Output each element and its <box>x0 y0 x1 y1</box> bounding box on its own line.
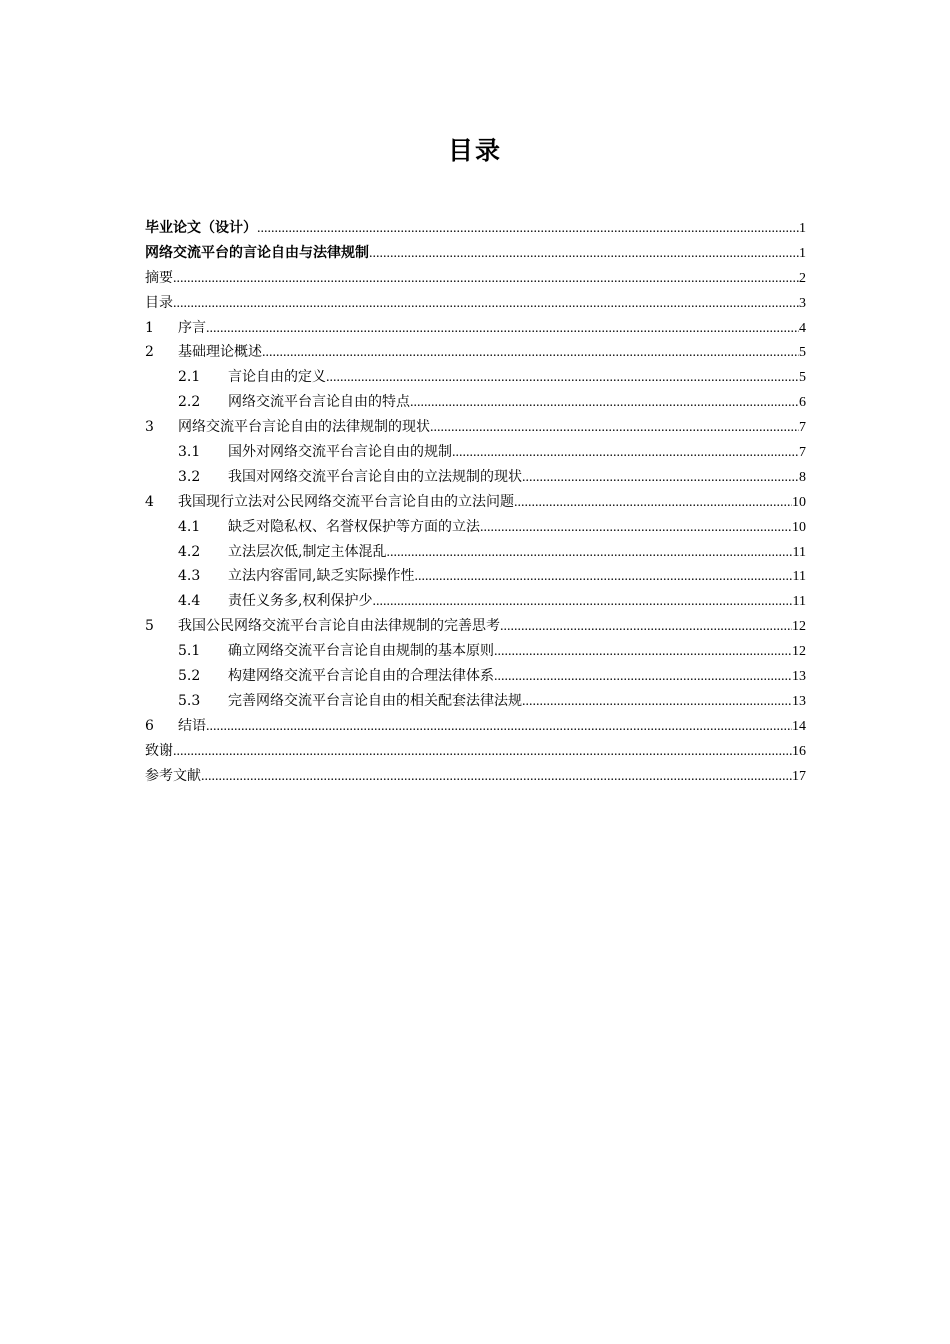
toc-entry-label: 致谢 <box>145 742 173 759</box>
toc-entry-number: 5.2 <box>178 668 201 685</box>
toc-entry-page-number: 13 <box>792 693 806 709</box>
toc-entry[interactable] <box>145 490 806 515</box>
toc-entry[interactable] <box>145 340 806 365</box>
toc-entry-number: 4.3 <box>178 568 201 585</box>
toc-dot-leader <box>206 317 799 342</box>
toc-entry[interactable] <box>145 639 806 664</box>
toc-entry-page-number: 8 <box>799 469 806 485</box>
toc-entry-label: 缺乏对隐私权、名誉权保护等方面的立法 <box>228 518 480 535</box>
toc-entry-label: 责任义务多,权利保护少 <box>228 593 373 610</box>
toc-entry[interactable] <box>145 266 806 291</box>
toc-entry[interactable] <box>145 614 806 639</box>
toc-entry[interactable] <box>145 764 806 789</box>
toc-entry-page-number: 11 <box>792 569 806 585</box>
toc-entry-page-number: 1 <box>799 221 806 236</box>
toc-entry-page-number: 5 <box>799 370 806 386</box>
toc-entry[interactable] <box>145 415 806 440</box>
toc-dot-leader <box>522 466 799 491</box>
toc-entry-label: 网络交流平台言论自由的特点 <box>228 394 410 411</box>
toc-entry-page-number: 17 <box>792 768 806 784</box>
toc-dot-leader <box>262 341 799 366</box>
toc-entry-number: 4.2 <box>178 543 201 560</box>
toc-dot-leader <box>480 516 792 541</box>
toc-entry-page-number: 6 <box>799 395 806 411</box>
toc-entry[interactable] <box>145 465 806 490</box>
toc-dot-leader <box>494 640 792 665</box>
toc-entry-label: 确立网络交流平台言论自由规制的基本原则 <box>228 643 494 660</box>
toc-dot-leader <box>386 541 792 566</box>
toc-dot-leader <box>369 242 799 267</box>
toc-entry-label: 立法内容雷同,缺乏实际操作性 <box>228 568 415 585</box>
toc-entry-number: 4.4 <box>178 593 201 610</box>
toc-entry-label: 参考文献 <box>145 767 201 784</box>
toc-entry-number: 4 <box>145 493 154 510</box>
toc-entry-label: 摘要 <box>145 269 173 286</box>
toc-entry[interactable] <box>145 714 806 739</box>
toc-dot-leader <box>173 292 799 317</box>
toc-dot-leader <box>257 217 799 242</box>
toc-entry-number: 5.1 <box>178 643 201 660</box>
toc-entry[interactable] <box>145 291 806 316</box>
toc-dot-leader <box>452 441 799 466</box>
toc-entry-page-number: 5 <box>799 345 806 361</box>
toc-entry-number: 6 <box>145 717 154 734</box>
toc-entry-number: 3 <box>145 419 154 436</box>
toc-entry[interactable] <box>145 664 806 689</box>
toc-entry-label: 网络交流平台的言论自由与法律规制 <box>145 244 369 261</box>
toc-entry-number: 2.2 <box>178 394 201 411</box>
toc-entry-label: 完善网络交流平台言论自由的相关配套法律法规 <box>228 692 522 709</box>
toc-entry-page-number: 11 <box>792 544 806 560</box>
toc-entry-label: 毕业论文（设计） <box>145 220 257 236</box>
toc-dot-leader <box>500 615 792 640</box>
toc-entry-page-number: 14 <box>792 718 806 734</box>
toc-entry-page-number: 4 <box>799 320 806 336</box>
toc-entry-page-number: 7 <box>799 445 806 461</box>
toc-entry[interactable] <box>145 390 806 415</box>
toc-entry-label: 序言 <box>178 319 206 336</box>
toc-entry-label: 结语 <box>178 717 206 734</box>
toc-entry-page-number: 7 <box>799 420 806 436</box>
toc-dot-leader <box>173 267 799 292</box>
toc-entry-page-number: 3 <box>799 295 806 311</box>
toc-entry-page-number: 10 <box>792 494 806 510</box>
toc-dot-leader <box>414 565 792 590</box>
toc-entry-number: 2 <box>145 344 154 361</box>
toc-entry-label: 网络交流平台言论自由的法律规制的现状 <box>178 419 430 436</box>
toc-entry-page-number: 12 <box>792 619 806 635</box>
toc-entry-label: 我国对网络交流平台言论自由的立法规制的现状 <box>228 468 522 485</box>
toc-entry[interactable] <box>145 515 806 540</box>
toc-entry-page-number: 16 <box>792 743 806 759</box>
toc-entry[interactable] <box>145 216 806 241</box>
toc-dot-leader <box>326 366 799 391</box>
toc-dot-leader <box>514 491 792 516</box>
toc-entry-page-number: 10 <box>792 519 806 535</box>
toc-dot-leader <box>430 416 799 441</box>
toc-entry-label: 言论自由的定义 <box>228 369 326 386</box>
toc-entry-number: 5.3 <box>178 692 201 709</box>
toc-dot-leader <box>494 665 792 690</box>
toc-entry[interactable] <box>145 739 806 764</box>
toc-entry-label: 基础理论概述 <box>178 344 262 361</box>
toc-entry[interactable] <box>145 564 806 589</box>
table-of-contents <box>145 216 806 788</box>
toc-entry-label: 我国公民网络交流平台言论自由法律规制的完善思考 <box>178 618 500 635</box>
toc-entry-number: 2.1 <box>178 369 201 386</box>
toc-entry[interactable] <box>145 540 806 565</box>
toc-dot-leader <box>201 765 792 790</box>
toc-entry-label: 立法层次低,制定主体混乱 <box>228 543 387 560</box>
toc-entry-number: 3.1 <box>178 444 201 461</box>
toc-entry-page-number: 13 <box>792 669 806 685</box>
toc-dot-leader <box>173 740 792 765</box>
toc-entry[interactable] <box>145 241 806 266</box>
toc-entry-page-number: 1 <box>799 245 806 261</box>
toc-entry-number: 3.2 <box>178 468 201 485</box>
toc-entry-label: 构建网络交流平台言论自由的合理法律体系 <box>228 668 494 685</box>
toc-entry[interactable] <box>145 365 806 390</box>
toc-dot-leader <box>372 590 792 615</box>
toc-entry-number: 4.1 <box>178 518 201 535</box>
toc-entry-number: 5 <box>145 618 154 635</box>
toc-entry-label: 国外对网络交流平台言论自由的规制 <box>228 444 452 461</box>
toc-entry[interactable] <box>145 440 806 465</box>
toc-dot-leader <box>410 391 799 416</box>
toc-entry[interactable] <box>145 589 806 614</box>
toc-entry[interactable] <box>145 316 806 341</box>
toc-entry-label: 目录 <box>145 294 173 311</box>
toc-dot-leader <box>522 690 792 715</box>
toc-entry-label: 我国现行立法对公民网络交流平台言论自由的立法问题 <box>178 493 514 510</box>
toc-entry-page-number: 2 <box>799 270 806 286</box>
toc-title: 目录 <box>447 136 502 165</box>
toc-entry-number: 1 <box>145 319 154 336</box>
toc-entry-page-number: 12 <box>792 644 806 660</box>
toc-dot-leader <box>206 715 792 740</box>
toc-entry-page-number: 11 <box>792 594 806 610</box>
toc-entry[interactable] <box>145 689 806 714</box>
